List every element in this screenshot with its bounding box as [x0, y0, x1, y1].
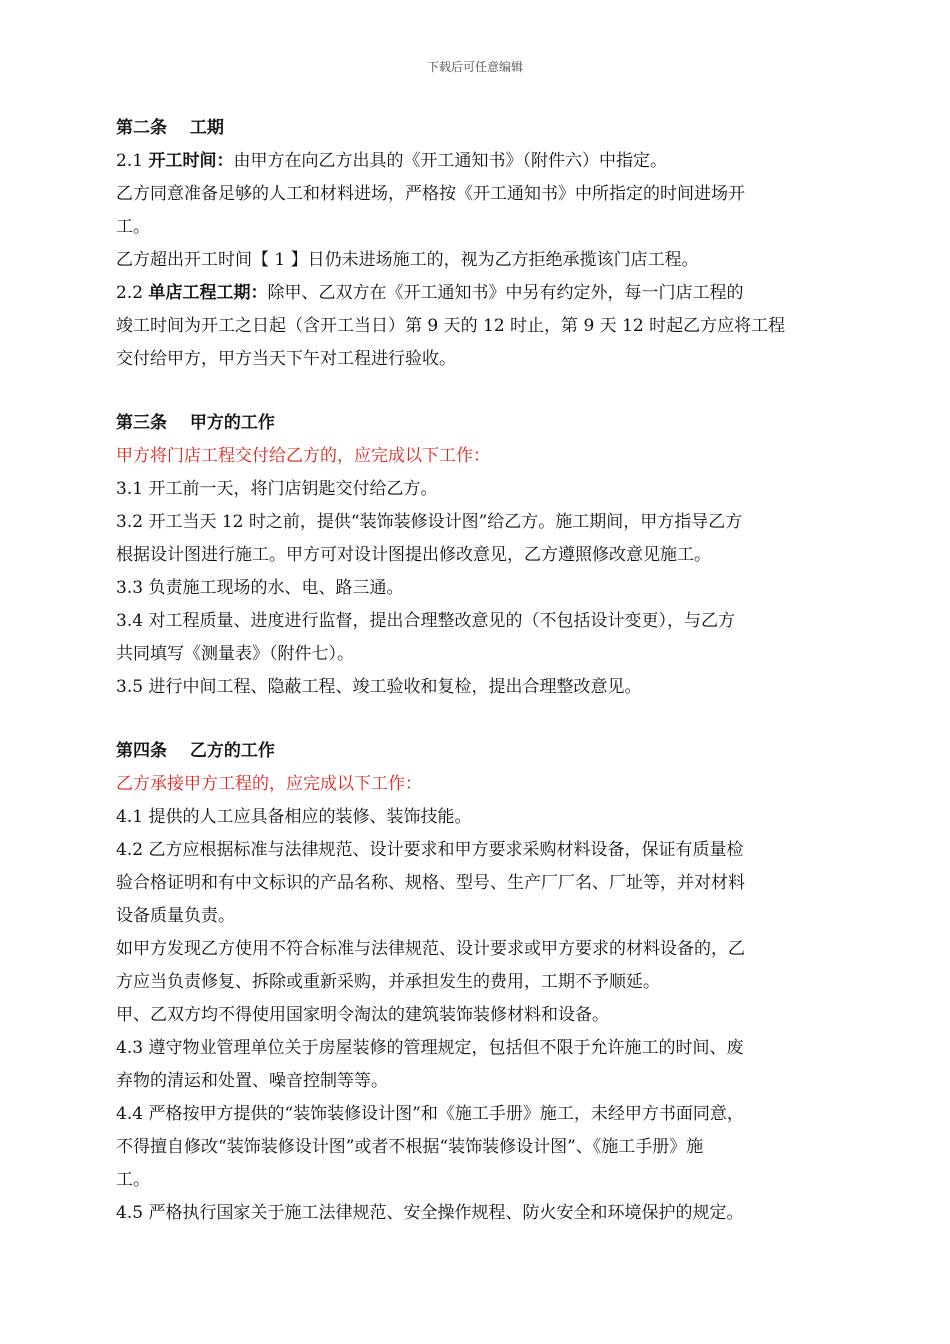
- paragraph-line: 设备质量负责。: [116, 906, 235, 926]
- clause-3-4: 3.4 对工程质量、进度进行监督，提出合理整改意见的（不包括设计变更），与乙方: [116, 611, 735, 631]
- paragraph-line: 弃物的清运和处置、噪音控制等等。: [116, 1071, 388, 1091]
- clause-number: 2.1: [116, 151, 149, 171]
- clause-2-2: [116, 277, 838, 310]
- section-3-intro: 甲方将门店工程交付给乙方的，应完成以下工作：: [116, 446, 490, 466]
- clause-term: 开工时间：: [148, 151, 234, 171]
- clause-3-3: 3.3 负责施工现场的水、电、路三通。: [116, 578, 404, 598]
- paragraph-line: 如甲方发现乙方使用不符合标准与法律规范、设计要求或甲方要求的材料设备的，乙: [116, 939, 745, 959]
- paragraph-line: 工。: [116, 217, 150, 237]
- clause-2-1: [116, 145, 838, 178]
- clause-3-5: 3.5 进行中间工程、隐蔽工程、竣工验收和复检，提出合理整改意见。: [116, 677, 642, 697]
- page-header: 下载后可任意编辑: [426, 60, 523, 74]
- paragraph-line: 不得擅自修改“装饰装修设计图”或者不根据“装饰装修设计图”、《施工手册》施: [116, 1137, 704, 1157]
- clause-3-1: 3.1 开工前一天，将门店钥匙交付给乙方。: [116, 479, 438, 499]
- section-4-intro: 乙方承接甲方工程的，应完成以下工作：: [116, 774, 422, 794]
- paragraph-line: 乙方超出开工时间【 1 】日仍未进场施工的，视为乙方拒绝承揽该门店工程。: [116, 250, 699, 270]
- clause-4-2: 4.2 乙方应根据标准与法律规范、设计要求和甲方要求采购材料设备，保证有质量检: [116, 840, 744, 860]
- document-body: [116, 112, 838, 1230]
- section-2-title: 第二条 工期: [116, 118, 224, 138]
- clause-3-2: 3.2 开工当天 12 时之前，提供“装饰装修设计图”给乙方。施工期间，甲方指导乙方: [116, 512, 743, 532]
- section-spacer: [116, 704, 838, 735]
- paragraph-line: 乙方同意准备足够的人工和材料进场，严格按《开工通知书》中所指定的时间进场开: [116, 184, 745, 204]
- paragraph-line: 交付给甲方，甲方当天下午对工程进行验收。: [116, 349, 456, 369]
- paragraph-line: 方应当负责修复、拆除或重新采购，并承担发生的费用，工期不予顺延。: [116, 972, 660, 992]
- paragraph-line: 工。: [116, 1170, 150, 1190]
- section-3-title: 第三条 甲方的工作: [116, 413, 275, 433]
- clause-4-4: 4.4 严格按甲方提供的“装饰装修设计图”和《施工手册》施工，未经甲方书面同意，: [116, 1104, 744, 1124]
- clause-text: 除甲、乙双方在《开工通知书》中另有约定外，每一门店工程的: [267, 283, 744, 303]
- clause-4-3: 4.3 遵守物业管理单位关于房屋装修的管理规定，包括但不限于允许施工的时间、废: [116, 1038, 744, 1058]
- section-spacer: [116, 376, 838, 407]
- clause-4-5: 4.5 严格执行国家关于施工法律规范、安全操作规程、防火安全和环境保护的规定。: [116, 1203, 744, 1223]
- paragraph-line: 验合格证明和有中文标识的产品名称、规格、型号、生产厂厂名、厂址等，并对材料: [116, 873, 745, 893]
- clause-number: 2.2: [116, 283, 149, 303]
- paragraph-line: 根据设计图进行施工。甲方可对设计图提出修改意见，乙方遵照修改意见施工。: [116, 545, 711, 565]
- clause-4-1: 4.1 提供的人工应具备相应的装修、装饰技能。: [116, 807, 472, 827]
- clause-term: 单店工程工期：: [148, 283, 268, 303]
- section-4-title: 第四条 乙方的工作: [116, 741, 275, 761]
- paragraph-line: 共同填写《测量表》（附件七）。: [116, 644, 354, 664]
- paragraph-line: 甲、乙双方均不得使用国家明令淘汰的建筑装饰装修材料和设备。: [116, 1005, 609, 1025]
- clause-text: 由甲方在向乙方出具的《开工通知书》（附件六）中指定。: [233, 151, 667, 171]
- paragraph-line: 竣工时间为开工之日起（含开工当日）第 9 天的 12 时止，第 9 天 12 时起乙方应将工程: [116, 316, 786, 336]
